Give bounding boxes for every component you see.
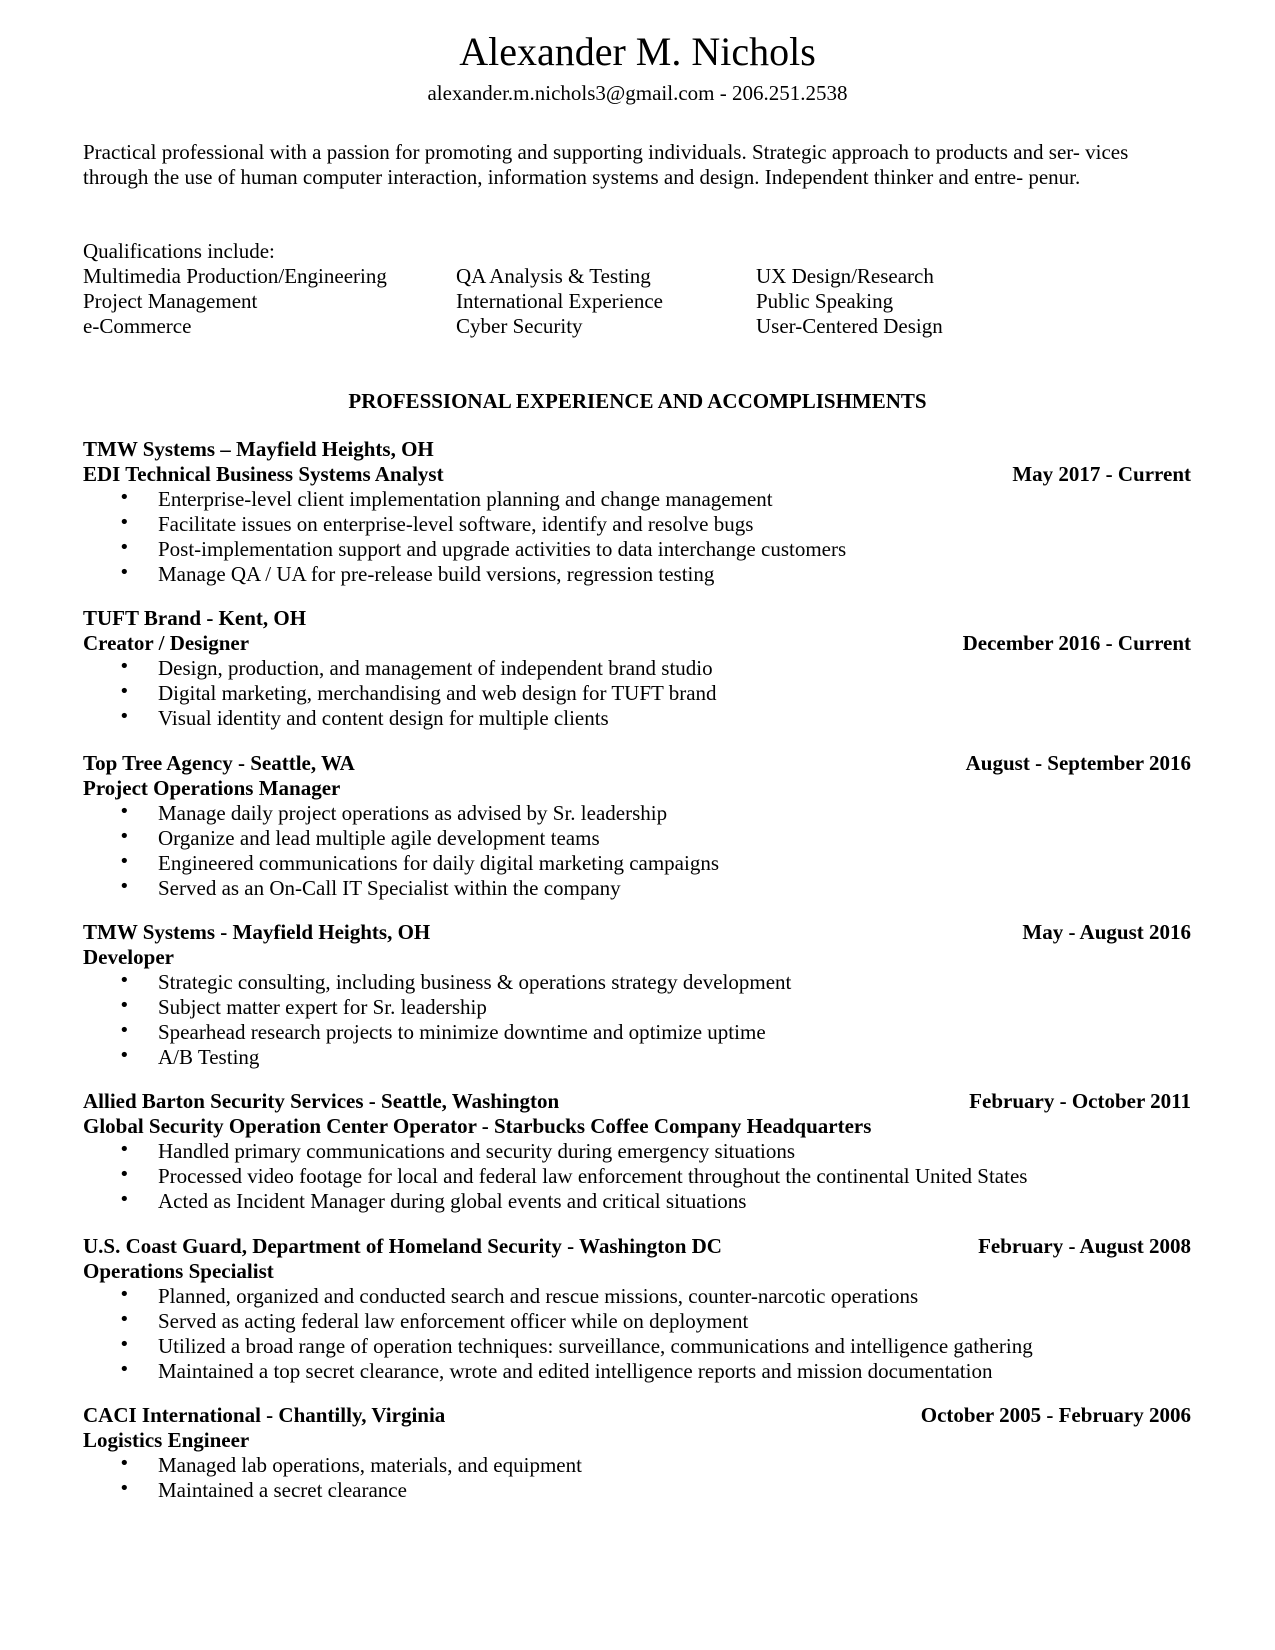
job-bullet: • Utilized a broad range of operation techniques: surveillance, communications and intelligence gathering — [83, 1334, 1191, 1359]
qualification-item: User-Centered Design — [756, 314, 943, 338]
job-bullet: • Served as an On-Call IT Specialist within the company — [83, 876, 1191, 901]
qualification-item: Public Speaking — [756, 289, 894, 313]
job-title-line — [83, 462, 1191, 487]
job-bullet: • Acted as Incident Manager during global events and critical situations — [83, 1189, 1191, 1214]
job-bullets — [83, 1139, 1191, 1214]
job-bullet: • Digital marketing, merchandising and web design for TUFT brand — [83, 681, 1191, 706]
job-company: TMW Systems - Mayfield Heights, OH — [83, 920, 431, 944]
job-dates: August - September 2016 — [965, 751, 1191, 775]
qualification-item: UX Design/Research — [756, 264, 934, 288]
job-bullet: • Design, production, and management of independent brand studio — [83, 656, 1191, 681]
job-bullet: • Planned, organized and conducted search and rescue missions, counter-narcotic operations — [83, 1284, 1191, 1309]
contact-info: alexander.m.nichols3@gmail.com - 206.251.2538 — [427, 81, 848, 105]
job-dates: February - October 2011 — [969, 1089, 1191, 1113]
job-bullet: • Subject matter expert for Sr. leadership — [83, 995, 1191, 1020]
job-bullet: • Managed lab operations, materials, and equipment — [83, 1453, 1191, 1478]
job-bullet: • Handled primary communications and security during emergency situations — [83, 1139, 1191, 1164]
qualifications-grid — [83, 264, 1183, 339]
job-company: CACI International - Chantilly, Virginia — [83, 1403, 446, 1427]
job-company-line — [83, 920, 1191, 945]
job-company-line — [83, 437, 1191, 462]
job-bullets — [83, 487, 1191, 587]
job-bullet: • Strategic consulting, including business & operations strategy development — [83, 970, 1191, 995]
candidate-name: Alexander M. Nichols — [459, 29, 816, 74]
job-bullets — [83, 656, 1191, 731]
job-bullet: • Manage daily project operations as advised by Sr. leadership — [83, 801, 1191, 826]
job-bullet: • Maintained a secret clearance — [83, 1478, 1191, 1503]
job-company: TMW Systems – Mayfield Heights, OH — [83, 437, 434, 461]
job-dates: May 2017 - Current — [1012, 462, 1191, 486]
job-title-line — [83, 1259, 1191, 1284]
job-bullet: • Engineered communications for daily digital marketing campaigns — [83, 851, 1191, 876]
job-title-line — [83, 631, 1191, 656]
qualification-item: e-Commerce — [83, 314, 192, 338]
qualification-item: International Experience — [456, 289, 663, 313]
job-dates: May - August 2016 — [1022, 920, 1191, 944]
job-title-line — [83, 1114, 1191, 1139]
job-bullets — [83, 1284, 1191, 1384]
job-bullets — [83, 801, 1191, 901]
job-title: Global Security Operation Center Operator - Starbucks Coffee Company Headquarters — [83, 1114, 872, 1138]
job-bullet: • Organize and lead multiple agile development teams — [83, 826, 1191, 851]
job-bullet: • Manage QA / UA for pre-release build versions, regression testing — [83, 562, 1191, 587]
job-entry — [83, 606, 1191, 731]
job-company-line — [83, 1403, 1191, 1428]
job-company: Allied Barton Security Services - Seattle, Washington — [83, 1089, 560, 1113]
job-company: TUFT Brand - Kent, OH — [83, 606, 307, 630]
job-entry — [83, 437, 1191, 587]
job-entry — [83, 751, 1191, 901]
job-bullet: • Spearhead research projects to minimize downtime and optimize uptime — [83, 1020, 1191, 1045]
job-bullet: • Processed video footage for local and federal law enforcement throughout the continental United States — [83, 1164, 1191, 1189]
job-title: Logistics Engineer — [83, 1428, 250, 1452]
qualifications-row — [83, 314, 1183, 339]
job-dates: October 2005 - February 2006 — [920, 1403, 1191, 1427]
job-bullet: • Facilitate issues on enterprise-level software, identify and resolve bugs — [83, 512, 1191, 537]
qualification-item: Cyber Security — [456, 314, 583, 338]
job-title: Developer — [83, 945, 174, 969]
job-title: EDI Technical Business Systems Analyst — [83, 462, 444, 486]
job-bullets — [83, 970, 1191, 1070]
job-company: Top Tree Agency - Seattle, WA — [83, 751, 355, 775]
job-bullets — [83, 1453, 1191, 1503]
job-entry — [83, 920, 1191, 1070]
job-company: U.S. Coast Guard, Department of Homeland Security - Washington DC — [83, 1234, 722, 1258]
job-bullet: • Post-implementation support and upgrade activities to data interchange customers — [83, 537, 1191, 562]
job-dates: February - August 2008 — [978, 1234, 1191, 1258]
job-company-line — [83, 1089, 1191, 1114]
experience-section-heading: PROFESSIONAL EXPERIENCE AND ACCOMPLISHMENTS — [348, 389, 927, 413]
job-bullet: • Enterprise-level client implementation planning and change management — [83, 487, 1191, 512]
job-bullet: • Served as acting federal law enforcement officer while on deployment — [83, 1309, 1191, 1334]
job-entry — [83, 1403, 1191, 1503]
job-company-line — [83, 751, 1191, 776]
job-dates: December 2016 - Current — [962, 631, 1191, 655]
professional-summary: Practical professional with a passion for promoting and supporting individuals. Strategic approach to products and ser- vices through the use of human computer interaction, information systems and design. Independent thinker and entre- penur. — [83, 140, 1129, 189]
job-entry — [83, 1234, 1191, 1384]
job-bullet: • Maintained a top secret clearance, wrote and edited intelligence reports and mission documentation — [83, 1359, 1191, 1384]
job-title: Creator / Designer — [83, 631, 250, 655]
job-company-line — [83, 606, 1191, 631]
qualification-item: QA Analysis & Testing — [456, 264, 651, 288]
job-title: Project Operations Manager — [83, 776, 341, 800]
qualification-item: Multimedia Production/Engineering — [83, 264, 387, 288]
job-entry — [83, 1089, 1191, 1214]
job-title-line — [83, 945, 1191, 970]
job-bullet: • Visual identity and content design for multiple clients — [83, 706, 1191, 731]
job-bullet: • A/B Testing — [83, 1045, 1191, 1070]
job-title-line — [83, 1428, 1191, 1453]
job-title: Operations Specialist — [83, 1259, 274, 1283]
job-company-line — [83, 1234, 1191, 1259]
qualification-item: Project Management — [83, 289, 258, 313]
qualifications-row — [83, 289, 1183, 314]
job-title-line — [83, 776, 1191, 801]
qualifications-row — [83, 264, 1183, 289]
qualifications-label: Qualifications include: — [83, 239, 275, 263]
